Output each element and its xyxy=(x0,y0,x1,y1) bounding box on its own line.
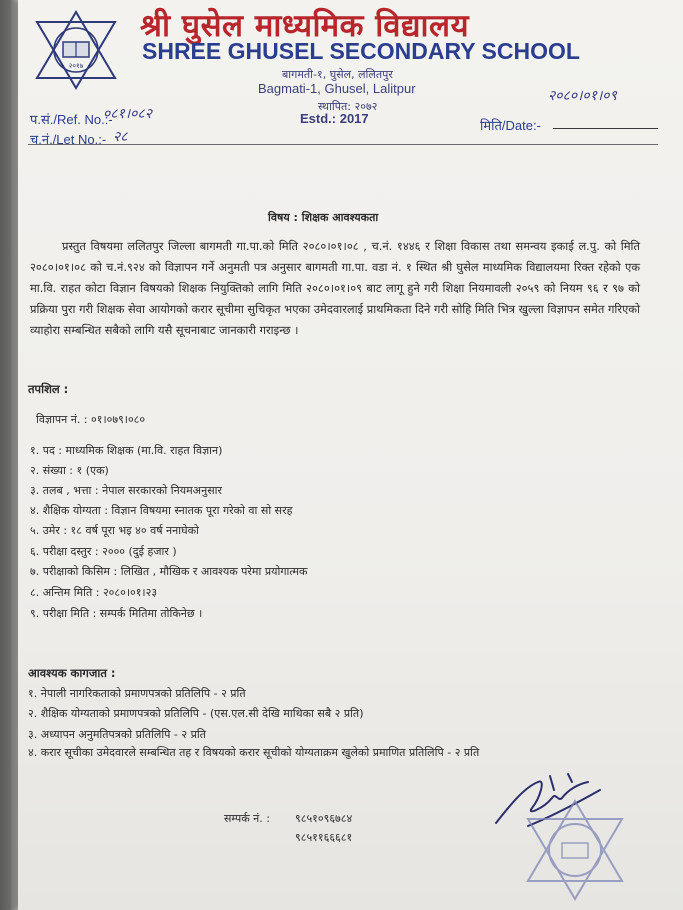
school-logo xyxy=(30,8,122,92)
detail-item-3: ३. तलब , भत्ता : नेपाल सरकारको नियमअनुसार xyxy=(30,484,222,497)
detail-item-1: १. पद : माध्यमिक शिक्षक (मा.वि. राहत विज्ञान) xyxy=(30,444,223,457)
contact-phone-1: ९८५१०९६७८४ xyxy=(295,812,353,825)
address-nepali: बागमती-१, घुसेल, ललितपुर xyxy=(282,68,393,81)
contact-phone-2: ९८५११६६६८१ xyxy=(295,831,353,844)
document-item-4: ४. करार सूचीका उमेदवारले सम्बन्धित तह र विषयको करार सूचीको योग्यताक्रम खुलेको प्रमाणित प्रतिलिपि - २ प्रति xyxy=(28,746,480,759)
document-item-3: ३. अध्यापन अनुमतिपत्रको प्रतिलिपि - २ प्रति xyxy=(28,728,206,741)
date-value: २०८०।०१।०९ xyxy=(548,88,617,104)
documents-heading: आवश्यक कागजात : xyxy=(28,666,116,680)
school-stamp xyxy=(520,795,630,905)
detail-item-2: २. संख्या : १ (एक) xyxy=(30,464,109,477)
school-name-nepali: श्री घुसेल माध्यमिक विद्यालय xyxy=(140,8,470,44)
contact-label: सम्पर्क नं. : xyxy=(224,812,270,825)
established-nepali: स्थापित: २०७२ xyxy=(318,100,378,113)
document-item-2: २. शैक्षिक योग्यताको प्रमाणपत्रको प्रतिलिपि - (एस.एल.सी देखि माथिका सबै २ प्रति) xyxy=(28,707,364,720)
detail-item-5: ५. उमेर : १८ वर्ष पूरा भइ ४० वर्ष ननाघेको xyxy=(30,524,199,537)
detail-item-8: ८. अन्तिम मिति : २०८०।०१।२३ xyxy=(30,586,158,599)
detail-item-6: ६. परीक्षा दस्तुर : २००० (दुई हजार ) xyxy=(30,545,177,558)
subject-line: विषय : शिक्षक आवश्यकता xyxy=(268,211,379,224)
document-item-1: १. नेपाली नागरिकताको प्रमाणपत्रको प्रतिलिपि - २ प्रति xyxy=(28,687,246,700)
school-name-english: SHREE GHUSEL SECONDARY SCHOOL xyxy=(142,38,580,64)
letter-value: २८ xyxy=(113,129,128,145)
letter-label: च.नं./Let No.:- xyxy=(30,132,107,147)
established-english: Estd.: 2017 xyxy=(300,111,369,126)
details-heading: तपशिल : xyxy=(28,382,69,396)
detail-item-4: ४. शैक्षिक योग्यता : विज्ञान विषयमा स्नातक पूरा गरेको वा सो सरह xyxy=(30,504,293,517)
detail-item-7: ७. परीक्षाको किसिम : लिखित , मौखिक र आवश्यक परेमा प्रयोगात्मक xyxy=(30,565,308,578)
date-label: मिति/Date:- xyxy=(480,118,541,133)
ref-label: प.सं./Ref. No.:- xyxy=(30,112,113,127)
address-english: Bagmati-1, Ghusel, Lalitpur xyxy=(258,81,416,96)
ad-number: विज्ञापन नं. : ०१।०७९।०८० xyxy=(36,413,146,426)
body-paragraph: प्रस्तुत विषयमा ललितपुर जिल्ला बागमती गा.पा.को मिति २०८०।०१।०८ , च.नं. १४४६ र शिक्षा विकास तथा समन्वय इकाई ल.पु. को मिति २०८०।०१।०८ को च.नं.९२४ को विज्ञापन गर्ने अनुमती पत्र अनुसार बागमती गा.पा. वडा नं. १ स्थित श्री घुसेल माध्यमिक विद्यालयमा रिक्त रहेको एक मा.वि. राहत कोटा विज्ञान विषयको शिक्षक नियुक्तिको लागि मिति २०८०।०१।०९ बाट लागू हुने गरी शिक्षा नियमावली २०५९ को नियम ९६ र ९७ को प्रक्रिया पुरा गरी शिक्षक सेवा आयोगको करार सूचीमा सुचिकृत भएका उमेदवारलाई प्राथमिकता दिने गरी सोहि मिति भित्र खुल्ला विज्ञापन समेत गरिएको व्याहोरा सम्बन्धित सबैको लागि यसै सूचनाबाट जानकारी गराइन्छ । xyxy=(30,239,640,337)
header-divider xyxy=(28,144,658,145)
logo-year: २०१७ xyxy=(68,62,84,70)
date-underline xyxy=(553,128,658,129)
detail-item-9: ९. परीक्षा मिति : सम्पर्क मितिमा तोकिनेछ । xyxy=(30,607,203,620)
ref-value: ०८१।०८२ xyxy=(103,106,152,122)
